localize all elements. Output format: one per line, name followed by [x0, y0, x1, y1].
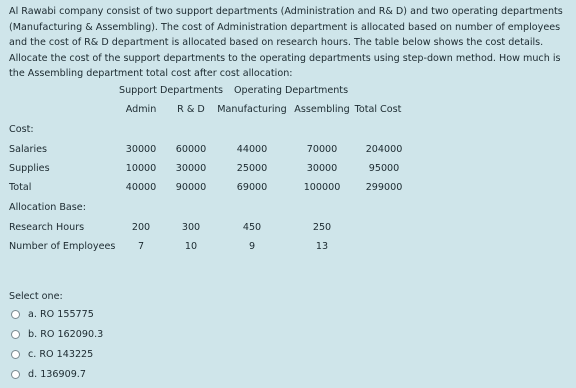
row-label-total: Total: [9, 182, 32, 193]
supplies-admin: 10000: [125, 163, 157, 174]
col-header-assembling: Assembling: [294, 104, 350, 115]
row-label-supplies: Supplies: [9, 163, 50, 174]
option-c[interactable]: [11, 349, 93, 360]
employees-manufacturing: 9: [248, 241, 256, 252]
employees-assembling: 13: [315, 241, 329, 252]
salaries-admin: 30000: [125, 144, 157, 155]
salaries-assembling: 70000: [306, 144, 338, 155]
total-rd: 90000: [175, 182, 207, 193]
row-label-salaries: Salaries: [9, 144, 48, 155]
supplies-rd: 30000: [175, 163, 207, 174]
research-hours-rd: 300: [181, 222, 201, 233]
research-hours-assembling: 250: [312, 222, 332, 233]
employees-admin: 7: [137, 241, 145, 252]
support-departments-header: Support Departments: [119, 85, 224, 96]
salaries-rd: 60000: [175, 144, 207, 155]
option-b-label: b. RO 162090.3: [28, 329, 104, 340]
operating-departments-header: Operating Departments: [234, 85, 349, 96]
allocation-base-heading: Allocation Base:: [9, 202, 86, 213]
research-hours-admin: 200: [131, 222, 151, 233]
question-text: Al Rawabi company consist of two support departments (Administration and R& D) and two operating departments (Manufacturing & Assembling). The cost of Administration department is allocated based on number of employees and the cost of R& D department is allocated based on research hours. The table below shows the cost details. Allocate the cost of the support departments to the operating departments using step-down method. How much is the Assembling department total cost after cost allocation:: [9, 6, 563, 79]
salaries-manufacturing: 44000: [236, 144, 268, 155]
research-hours-manufacturing: 450: [242, 222, 262, 233]
radio-button-icon[interactable]: [11, 310, 20, 319]
radio-button-icon[interactable]: [11, 370, 20, 379]
employees-rd: 10: [184, 241, 198, 252]
option-a-label: a. RO 155775: [28, 309, 94, 320]
option-a[interactable]: [11, 309, 94, 320]
radio-button-icon[interactable]: [11, 350, 20, 359]
supplies-assembling: 30000: [306, 163, 338, 174]
col-header-total-cost: Total Cost: [354, 104, 402, 115]
option-d-label: d. 136909.7: [28, 369, 86, 380]
row-label-research-hours: Research Hours: [9, 222, 85, 233]
col-header-admin: Admin: [125, 104, 157, 115]
col-header-rd: R & D: [177, 104, 205, 115]
option-d[interactable]: [11, 369, 86, 380]
total-manufacturing: 69000: [236, 182, 268, 193]
supplies-manufacturing: 25000: [236, 163, 268, 174]
salaries-total: 204000: [365, 144, 403, 155]
radio-button-icon[interactable]: [11, 330, 20, 339]
option-c-label: c. RO 143225: [28, 349, 94, 360]
row-label-number-of-employees: Number of Employees: [9, 241, 116, 252]
supplies-total: 95000: [368, 163, 400, 174]
option-b[interactable]: [11, 329, 103, 340]
cost-heading: Cost:: [9, 124, 34, 135]
select-one-label: Select one:: [9, 291, 63, 302]
total-total: 299000: [365, 182, 403, 193]
total-admin: 40000: [125, 182, 157, 193]
col-header-manufacturing: Manufacturing: [217, 104, 287, 115]
total-assembling: 100000: [303, 182, 341, 193]
